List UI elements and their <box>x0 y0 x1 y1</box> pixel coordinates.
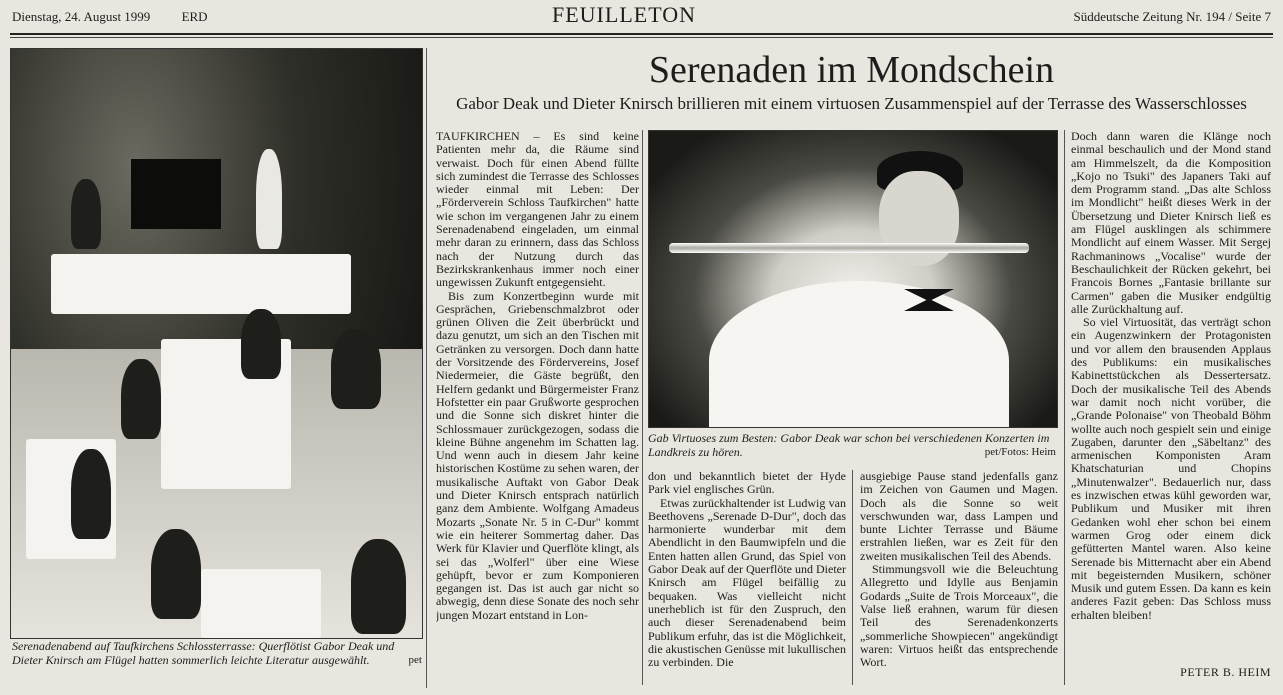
header-date-edition <box>12 9 208 25</box>
newspaper-info: Süddeutsche Zeitung Nr. 194 / Seite 7 <box>1073 9 1271 24</box>
flute <box>669 243 1029 253</box>
column-divider <box>642 130 643 685</box>
header-edition: ERD <box>181 9 208 24</box>
header-rule <box>10 33 1273 35</box>
photo1-caption-block <box>12 640 422 667</box>
photo1-caption: Serenadenabend auf Taufkirchens Schlossterrasse: Querflötist Gabor Deak und Dieter Knirsch am Flügel hatten sommerlich leichte Literatur ausgewählt. <box>12 639 395 667</box>
white-shirt <box>709 281 1009 428</box>
flutist-figure <box>256 149 282 249</box>
pianist-figure <box>71 179 101 249</box>
header-date: Dienstag, 24. August 1999 <box>12 9 151 24</box>
column-divider <box>1064 130 1065 685</box>
article-author: PETER B. HEIM <box>1180 665 1271 679</box>
paragraph: TAUFKIRCHEN – Es sind keine Patienten mehr da, die Räume sind verwaist. Doch für einen Abend füllte sich zumindest die Terrasse des Schlosses wieder einmal mit Leben: Der „Förderverein Schloss Taufkirchen" hatte wie schon im vergangenen Jahr zu einem Serenadenabend eingeladen, um einmal mehr daran zu erinnern, dass das Schloss nach der Nutzung durch das Bezirkskrankenhaus immer noch einer ungewissen Zukunft entgegensieht. <box>436 130 639 290</box>
section-title: FEUILLETON <box>552 2 697 27</box>
paragraph: ausgiebige Pause stand jedenfalls ganz im Zeichen von Gaumen und Magen. Doch als die Sonne so weit verschwunden war, dass Lampen und bunte Lichter Terrasse und Bäume erstrahlen ließen, war es Zeit für den zweiten musikalischen Teil des Abends. <box>860 470 1058 563</box>
page-header <box>0 0 1283 36</box>
column-divider <box>852 470 853 685</box>
guest-figure <box>121 359 161 439</box>
paragraph: So viel Virtuosität, das verträgt schon ein Augenzwinkern der Protagonisten und vor allem den brausenden Applaus des Publikums: ein musikalisches Kabinettstückchen als Dessertersatz. Doch der musikalische Teil des Abends war damit noch nicht vorüber, die „Grande Polonaise" von Theobald Böhm wollte auch noch gespielt sein und einige Zugaben, darunter den „Säbeltanz" des armenischen Komponisten Aram Khatschaturian und Chopins „Minutenwalzer". Bedauerlich nur, dass es inzwischen etwas kühl geworden war, Publikum und Musiker mit ihren Gedanken wohl eher schon bei einem warmen Grog oder einem dick gefütterten Mantel waren. Also keine Serenade bis Mitternacht aber ein Abend mit begeisternden Musikern, schöner Musik und gutem Essen. Da kann es kein anderes Fazit geben: Das Schloss muss erhalten bleiben! <box>1071 315 1271 622</box>
guest-figure <box>151 529 201 619</box>
paragraph: Bis zum Konzertbeginn wurde mit Gesprächen, Griebenschmalzbrot oder grünen Oliven die Zeit überbrückt und dazu genutzt, um sich an den Tischen mit Getränken zu versorgen. Doch dann hatte der Vorsitzende des Fördervereins, Josef Niedermeier, die Gäste begrüßt, den Helfern gedankt und Bürgermeister Franz Hofstetter ein paar Grußworte gesprochen und die Sonne sich diskret hinter die Schlossmauer zurückgezogen, sodass die kleine Bühne angenehm im Schatten lag. Und wenn auch in diesem Jahr keine historischen Kostüme zu sehen waren, der musikalische Auftakt von Gabor Deak und Dieter Knirsch entsprach natürlich ganz dem Ambiente. Wolfgang Amadeus Mozarts „Sonate Nr. 5 in C-Dur" kommt wie ein heiterer Sommertag daher. Das Werk für Klavier und Querflöte klingt, als sei das „Wolferl" über eine Wiese gehüpft, bevor er zum Komponieren gegangen ist. Das ist auch gar nicht so abwegig, denn diese Sonate des noch sehr jungen Mozart entstand in Lon- <box>436 288 639 622</box>
article-column-3 <box>860 470 1058 685</box>
paragraph: Doch dann waren die Klänge noch einmal beschaulich und der Mond stand am Himmelszelt, da die Komposition „Kojo no Tsuki" des Japaners Taki auf dem Programm stand. „Das alte Schloss im Mondlicht" heißt dieses Werk in der Übersetzung und Dieter Knirsch ließ es am Flügel ausklingen als schimmere Mondlicht auf einem Wasser. Mit Sergej Rachmaninows „Vocalise" wurde der Beschaulichkeit der Rücken gekehrt, bei Francois Bornes „Fantasie brillante sur Carmen" gaben die Musiker endgültig alle Zurückhaltung auf. <box>1071 130 1271 316</box>
photo1-credit: pet <box>408 653 422 666</box>
guest-figure <box>241 309 281 379</box>
guest-figure <box>71 449 111 539</box>
paragraph: don und bekanntlich bietet der Hyde Park viel englisches Grün. <box>648 470 846 497</box>
column-divider <box>426 48 427 688</box>
photo2-credit: pet/Fotos: Heim <box>984 445 1056 458</box>
photo2-caption: Gab Virtuoses zum Besten: Gabor Deak war schon bei verschiedenen Konzerten im Landkreis zu hören. <box>648 431 1050 459</box>
flutist-portrait-photo <box>648 130 1058 428</box>
article-subtitle: Gabor Deak und Dieter Knirsch brillieren mit einem virtuosen Zusammenspiel auf der Terrasse des Wasserschlosses <box>456 94 1247 113</box>
article-title: Serenaden im Mondschein <box>648 49 1055 91</box>
guest-figure <box>331 329 381 409</box>
article-column-1 <box>436 130 639 685</box>
guest-table <box>201 569 321 638</box>
concert-terrace-photo <box>10 48 423 639</box>
stage-platform <box>51 254 351 314</box>
guest-figure <box>351 539 406 634</box>
paragraph: Stimmungsvoll wie die Beleuchtung Allegretto und Idylle aus Benjamin Godards „Suite de Trois Morceaux", die Valse ließ erahnen, warum für diesen Teil des Serenadenkonzerts „sommerliche Showpiecen" angekündigt waren: Virtuos heißt das entsprechende Wort. <box>860 562 1058 670</box>
photo2-caption-block <box>648 432 1056 459</box>
grand-piano <box>131 159 221 229</box>
article-column-2 <box>648 470 846 685</box>
article-column-4 <box>1071 130 1271 662</box>
paragraph: Etwas zurückhaltender ist Ludwig van Beethovens „Serenade D-Dur", doch das harmonierte wunderbar mit dem Abendlicht in den Baumwipfeln und die Enten hatten allen Grund, das Spiel von Gabor Deak auf der Querflöte und Dieter Knirsch am Flügel beifällig zu bequaken. Was vielleicht nicht unerheblich ist für den Zuspruch, den auch dieser Serenadenabend beim Publikum erfuhr, das ist die Möglichkeit, die akustischen Genüsse mit lukullischen zu verbinden. Die <box>648 495 846 670</box>
header-rule-thin <box>10 37 1273 38</box>
